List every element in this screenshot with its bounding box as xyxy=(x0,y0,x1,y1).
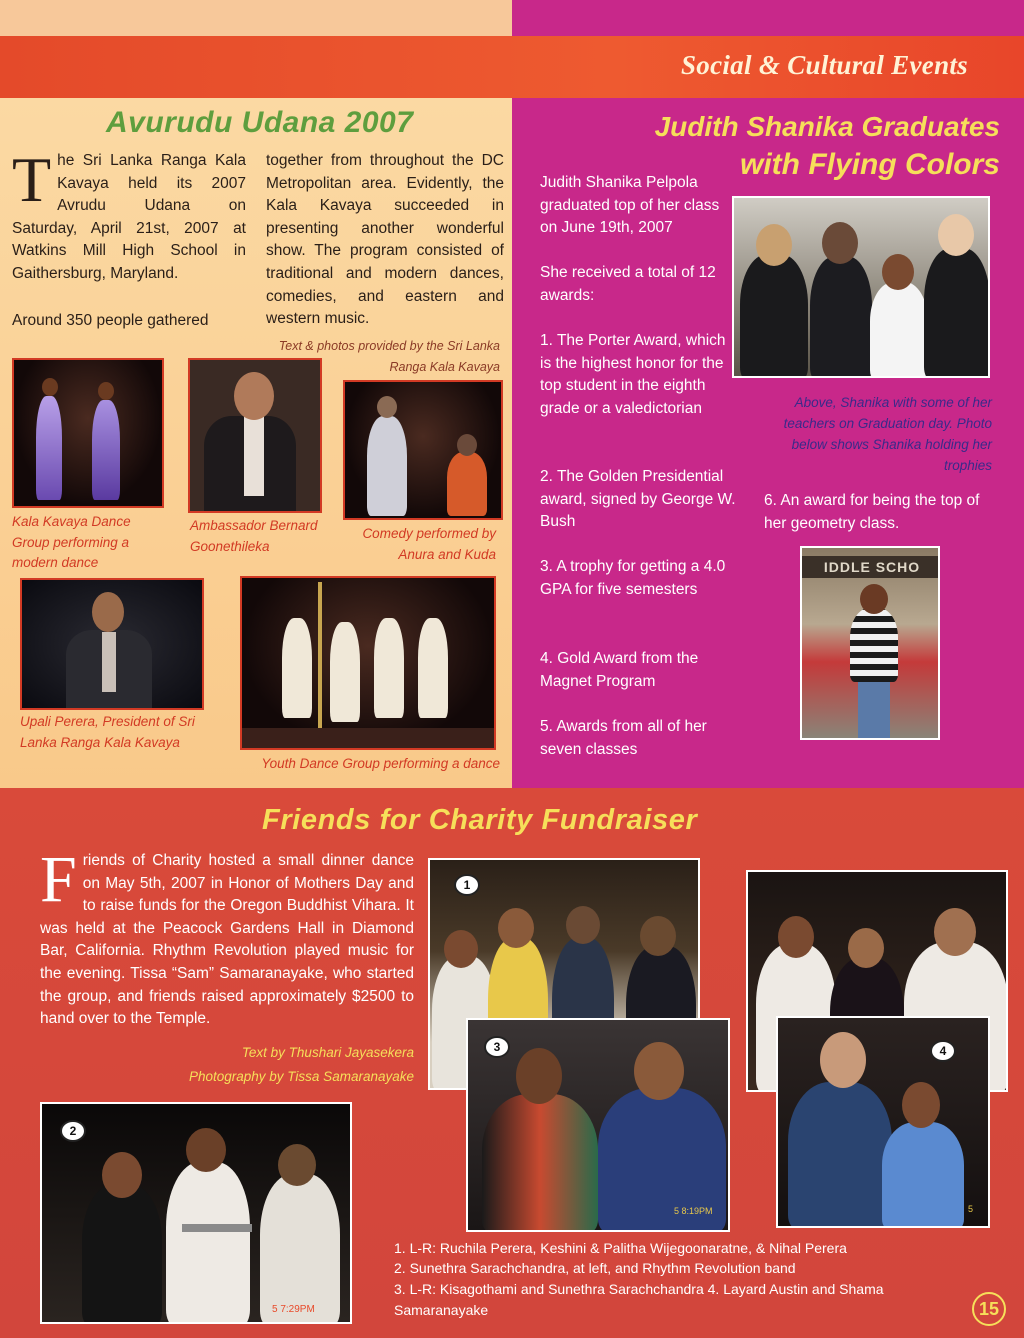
avurudu-col1-text: he Sri Lanka Ranga Kala Kavaya held its 2007 Avrudu Udana on Saturday, April 21st, 2007 at Watkins Mill High School in Gaithersburg, Maryland. xyxy=(12,152,246,282)
page-number: 15 xyxy=(972,1292,1006,1326)
charity-caption-1: 1. L-R: Ruchila Perera, Keshini & Palitha Wijegoonaratne, & Nihal Perera xyxy=(394,1240,847,1256)
judith-award-4: 4. Gold Award from the Magnet Program xyxy=(540,650,699,690)
badge-3: 3 xyxy=(484,1036,510,1058)
avurudu-col2: together from throughout the DC Metropolitan area. Evidently, the Kala Kavaya succeeded in presenting another wonderful show. The program consisted of traditional and modern dances, comedies, and eastern and western music. xyxy=(266,152,504,328)
photo-graduation xyxy=(732,196,990,378)
judith-award-5: 5. Awards from all of her seven classes xyxy=(540,718,707,758)
caption-ambassador: Ambassador Bernard Goonethileka xyxy=(190,518,318,554)
photo-ambassador xyxy=(188,358,322,513)
timestamp-2: 5 7:29PM xyxy=(272,1304,315,1315)
judith-title-line2: with Flying Colors xyxy=(740,148,1000,181)
judith-award-2: 2. The Golden Presidential award, signed by George W. Bush xyxy=(540,468,736,531)
section-title: Social & Cultural Events xyxy=(680,50,968,80)
charity-credit-photo: Photography by Tissa Samaranayake xyxy=(188,1069,414,1084)
avurudu-title: Avurudu Udana 2007 xyxy=(106,106,414,139)
judith-intro: Judith Shanika Pelpola graduated top of her class on June 19th, 2007 xyxy=(540,174,720,237)
photo-comedy xyxy=(343,380,503,520)
photo-youth xyxy=(240,576,496,750)
charity-body xyxy=(40,843,414,1031)
charity-caption-3: 3. L-R: Kisagothami and Sunethra Sarachchandra 4. Layard Austin and Shama Samaranayake xyxy=(394,1281,884,1318)
top-strip-right xyxy=(512,0,1024,40)
avurudu-dropcap: T xyxy=(12,144,52,215)
judith-award-3: 3. A trophy for getting a 4.0 GPA for five semesters xyxy=(540,558,726,598)
school-sign: IDDLE SCHO xyxy=(802,556,940,578)
graduation-caption: Above, Shanika with some of her teachers on Graduation day. Photo below shows Shanika holding her trophies xyxy=(783,395,992,473)
timestamp-4: 5 xyxy=(968,1204,974,1214)
avurudu-col1b: Around 350 people gathered xyxy=(12,311,209,329)
judith-title-line1: Judith Shanika Graduates xyxy=(654,111,1000,142)
caption-dance: Kala Kavaya Dance Group performing a modern dance xyxy=(12,514,131,570)
charity-credit-text: Text by Thushari Jayasekera xyxy=(241,1045,414,1060)
photo-charity-4 xyxy=(776,1016,990,1228)
top-strip-left xyxy=(0,0,512,40)
judith-awards-intro: She received a total of 12 awards: xyxy=(540,264,716,304)
badge-2: 2 xyxy=(60,1120,86,1142)
judith-award-1: 1. The Porter Award, which is the highest honor for the top student in the eighth grade or a valedictorian xyxy=(540,332,726,417)
caption-youth: Youth Dance Group performing a dance xyxy=(261,756,500,771)
charity-caption-2: 2. Sunethra Sarachchandra, at left, and Rhythm Revolution band xyxy=(394,1260,796,1276)
badge-1: 1 xyxy=(454,874,480,896)
charity-text: riends of Charity hosted a small dinner dance on May 5th, 2007 in Honor of Mothers Day and to raise funds for the Oregon Buddhist Vihara. It was held at the Peacock Gardens Hall in Diamond Bar, California. Rhythm Revolution played music for the evening. Tissa “Sam” Samaranayake, who started the group, and friends raised approximately $2500 to hand over to the Temple. xyxy=(40,852,414,1028)
photo-charity-3 xyxy=(466,1018,730,1232)
judith-award-6: 6. An award for being the top of her geometry class. xyxy=(764,492,980,532)
photo-upali xyxy=(20,578,204,710)
photo-charity-2 xyxy=(40,1102,352,1324)
avurudu-credit: Text & photos provided by the Sri Lanka Ranga Kala Kavaya xyxy=(278,339,500,374)
charity-title: Friends for Charity Fundraiser xyxy=(262,804,698,836)
charity-dropcap: F xyxy=(40,843,77,916)
photo-trophies xyxy=(800,546,940,740)
photo-dance xyxy=(12,358,164,508)
caption-comedy: Comedy performed by Anura and Kuda xyxy=(362,526,496,562)
badge-4: 4 xyxy=(930,1040,956,1062)
timestamp-3: 5 8:19PM xyxy=(674,1206,713,1216)
avurudu-col1 xyxy=(12,144,246,332)
caption-upali: Upali Perera, President of Sri Lanka Ranga Kala Kavaya xyxy=(20,714,195,750)
